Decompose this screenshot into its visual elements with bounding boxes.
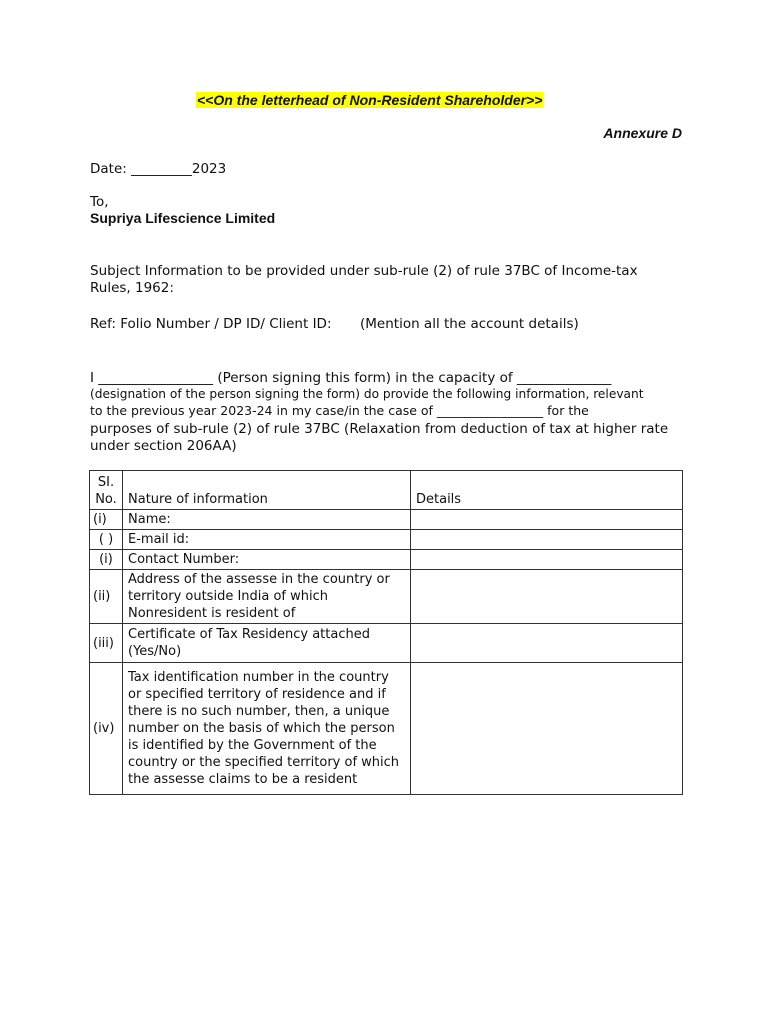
letterhead-note: <<On the letterhead of Non-Resident Shareholder>> bbox=[197, 92, 543, 108]
information-table bbox=[89, 470, 683, 795]
row-sl: ( ) bbox=[90, 530, 123, 550]
row-nature: Tax identification number in the country or specified territory of residence and if there is no such number, then, a unique number on the basis of which the person is identified by the Government of the country or the specified territory of which the assesse claims to be a resident bbox=[123, 663, 411, 795]
row-details-field[interactable] bbox=[411, 510, 683, 530]
row-nature: Name: bbox=[123, 510, 411, 530]
table-row bbox=[90, 663, 683, 795]
row-details-field[interactable] bbox=[411, 663, 683, 795]
row-nature: Address of the assesse in the country or territory outside India of which Nonresident is resident of bbox=[123, 570, 411, 624]
row-nature: E-mail id: bbox=[123, 530, 411, 550]
row-details-field[interactable] bbox=[411, 624, 683, 663]
header-sl-no: SI. No. bbox=[90, 471, 123, 510]
ref-note: (Mention all the account details) bbox=[360, 316, 579, 332]
row-sl: (iii) bbox=[90, 624, 123, 663]
row-sl: (i) bbox=[90, 550, 123, 570]
row-details-field[interactable] bbox=[411, 550, 683, 570]
table-row bbox=[90, 570, 683, 624]
declaration-line-5: under section 206AA) bbox=[90, 438, 237, 454]
table-row bbox=[90, 624, 683, 663]
row-nature: Contact Number: bbox=[123, 550, 411, 570]
declaration-line-2: (designation of the person signing the form) do provide the following information, relevant bbox=[90, 387, 644, 401]
header-details: Details bbox=[411, 471, 683, 510]
row-details-field[interactable] bbox=[411, 530, 683, 550]
to-label: To, bbox=[90, 194, 109, 210]
ref-label: Ref: Folio Number / DP ID/ Client ID: bbox=[90, 316, 332, 332]
table-row bbox=[90, 550, 683, 570]
company-name: Supriya Lifescience Limited bbox=[90, 210, 276, 226]
table-header-row bbox=[90, 471, 683, 510]
annexure-label: Annexure D bbox=[603, 125, 682, 141]
header-nature: Nature of information bbox=[123, 471, 411, 510]
date-line: Date: _________2023 bbox=[90, 161, 227, 177]
table-row bbox=[90, 510, 683, 530]
row-nature: Certificate of Tax Residency attached (Yes/No) bbox=[123, 624, 411, 663]
row-sl: (ii) bbox=[90, 570, 123, 624]
subject-text: Subject Information to be provided under sub-rule (2) of rule 37BC of Income-tax Rules, 1962: bbox=[90, 263, 638, 296]
declaration-line-3: to the previous year 2023-24 in my case/in the case of _________________ for the bbox=[90, 403, 589, 418]
row-details-field[interactable] bbox=[411, 570, 683, 624]
declaration-line-1: I _________________ (Person signing this form) in the capacity of ______________ bbox=[90, 370, 612, 386]
table-row bbox=[90, 530, 683, 550]
declaration-line-4: purposes of sub-rule (2) of rule 37BC (Relaxation from deduction of tax at higher rate bbox=[90, 421, 669, 437]
row-sl: (i) bbox=[90, 510, 123, 530]
row-sl: (iv) bbox=[90, 663, 123, 795]
